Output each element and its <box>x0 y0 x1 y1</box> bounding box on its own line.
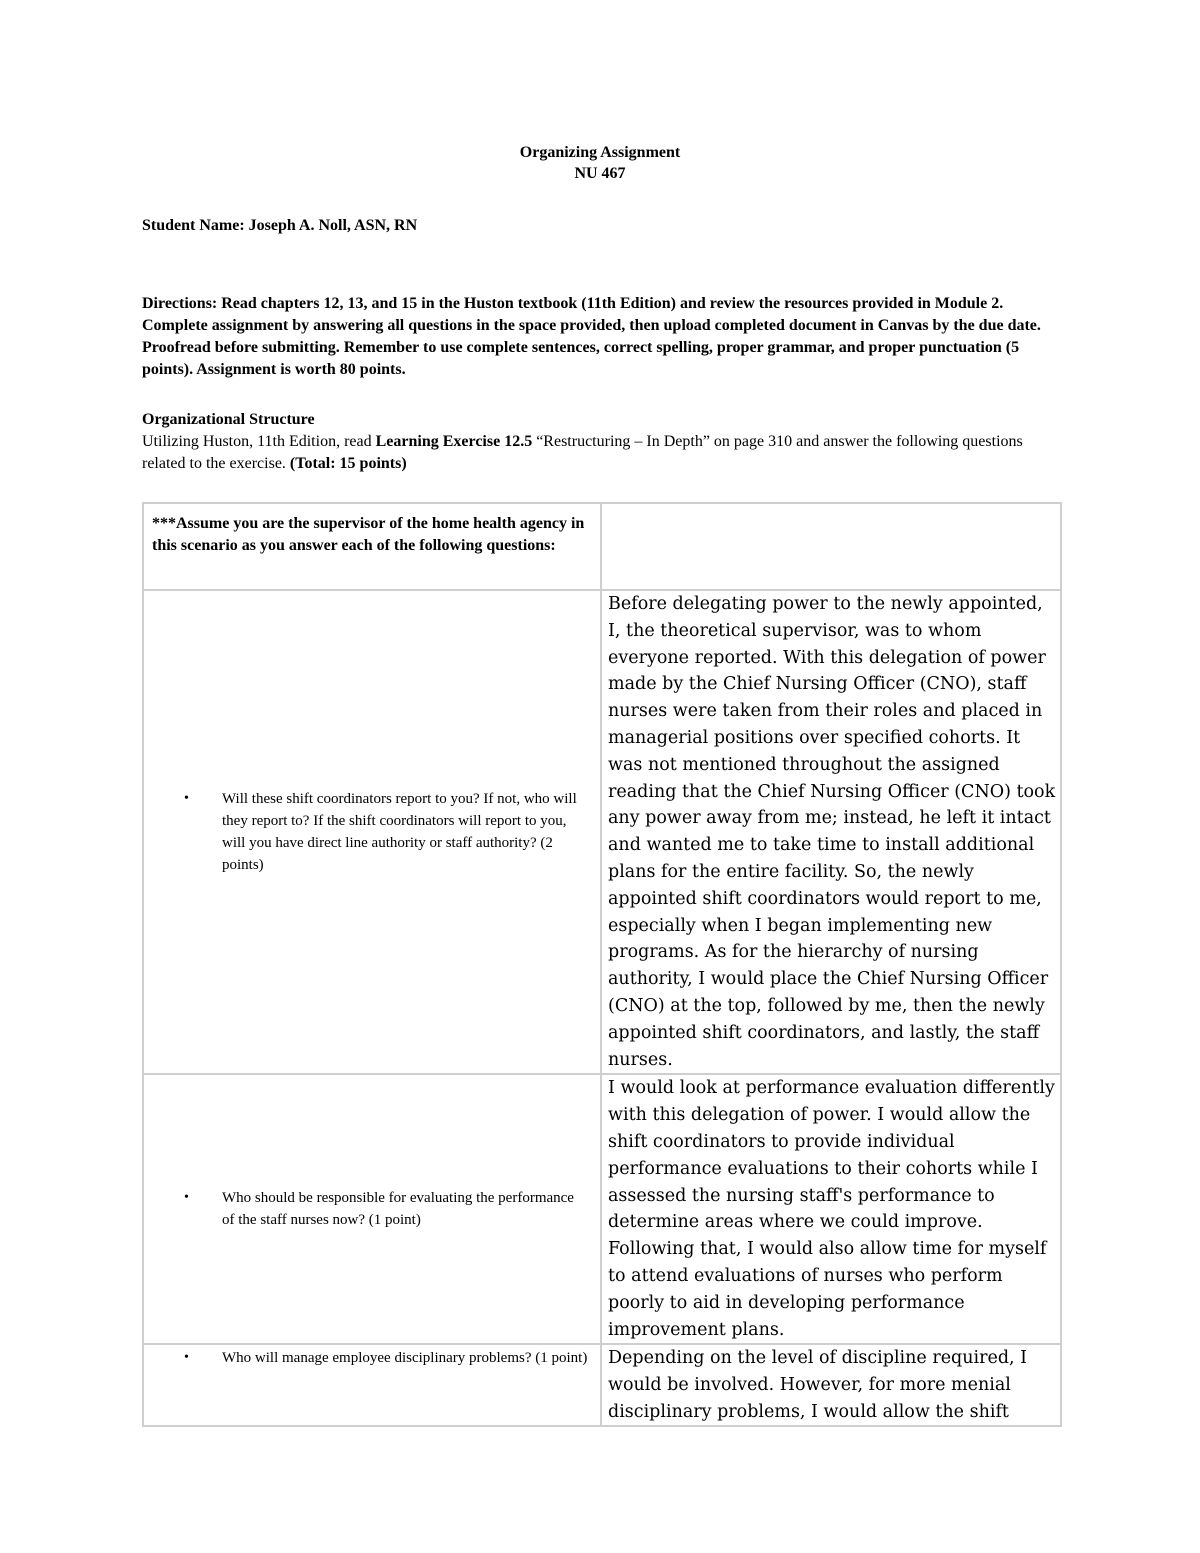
bullet-icon: • <box>184 791 189 807</box>
section-title: Organizational Structure <box>142 411 315 428</box>
document-title: Organizing Assignment <box>519 144 681 161</box>
bullet-icon: • <box>184 1190 189 1206</box>
table-row <box>143 1074 1061 1344</box>
question-text: Will these shift coordinators report to you? If not, who will they report to? If the shift coordinators will report to you, will you have direct line authority or staff authority? (2 points) <box>222 791 577 874</box>
directions-paragraph: Directions: Read chapters 12, 13, and 15 in the Huston textbook (11th Edition) and review the resources provided in Module 2. Complete assignment by answering all questions in the space provided, then upload completed document in Canvas by the due date. Proofread before submitting. Remember to use complete sentences, correct spelling, proper grammar, and proper punctuation (5 points). Assignment is worth 80 points. <box>142 295 1041 378</box>
table-intro-answer-cell <box>601 503 1061 590</box>
organizational-structure-section <box>142 409 1062 475</box>
course-code: NU 467 <box>574 165 626 182</box>
total-points: (Total: 15 points) <box>289 455 407 472</box>
question-text: Who should be responsible for evaluating the performance of the staff nurses now? (1 point) <box>222 1190 574 1229</box>
bullet-icon: • <box>184 1350 189 1366</box>
questions-table <box>142 502 1062 1427</box>
exercise-reference: Learning Exercise 12.5 <box>375 433 533 450</box>
question-text: Who will manage employee disciplinary problems? (1 point) <box>222 1350 588 1367</box>
answer-text: Depending on the level of discipline required, I would be involved. However, for more menial disciplinary problems, I would allow the shift <box>608 1348 1028 1422</box>
table-intro-cell: ***Assume you are the supervisor of the home health agency in this scenario as you answer each of the following questions: <box>143 503 601 590</box>
section-intro-continued: “Restructuring – In Depth” on page 310 and answer the following questions related to the exercise. <box>142 433 1023 472</box>
section-intro-text: Utilizing Huston, 11th Edition, read <box>142 433 376 450</box>
table-row <box>143 590 1061 1074</box>
answer-cell[interactable] <box>601 1344 1061 1426</box>
table-intro-row <box>143 503 1061 590</box>
table-row <box>143 1344 1061 1426</box>
answer-cell[interactable]: I would look at performance evaluation differently with this delegation of power. I would allow the shift coordinators to provide individual performance evaluations to their cohorts while I assessed the nursing staff's performance to determine areas where we could improve. Following that, I would also allow time for myself to attend evaluations of nurses who perform poorly to aid in developing performance improvement plans. <box>601 1074 1061 1344</box>
document-header <box>0 142 1200 184</box>
question-cell <box>143 590 601 1074</box>
section-intro <box>142 431 1062 475</box>
answer-cell[interactable]: Before delegating power to the newly appointed, I, the theoretical supervisor, was to whom everyone reported. With this delegation of power made by the Chief Nursing Officer (CNO), staff nurses were taken from their roles and placed in managerial positions over specified cohorts. It was not mentioned throughout the assigned reading that the Chief Nursing Officer (CNO) took any power away from me; instead, he left it intact and wanted me to take time to install additional plans for the entire facility. So, the newly appointed shift coordinators would report to me, especially when I began implementing new programs. As for the hierarchy of nursing authority, I would place the Chief Nursing Officer (CNO) at the top, followed by me, then the newly appointed shift coordinators, and lastly, the staff nurses. <box>601 590 1061 1074</box>
question-cell <box>143 1344 601 1426</box>
question-cell <box>143 1074 601 1344</box>
student-name-line: Student Name: Joseph A. Noll, ASN, RN <box>142 217 418 234</box>
